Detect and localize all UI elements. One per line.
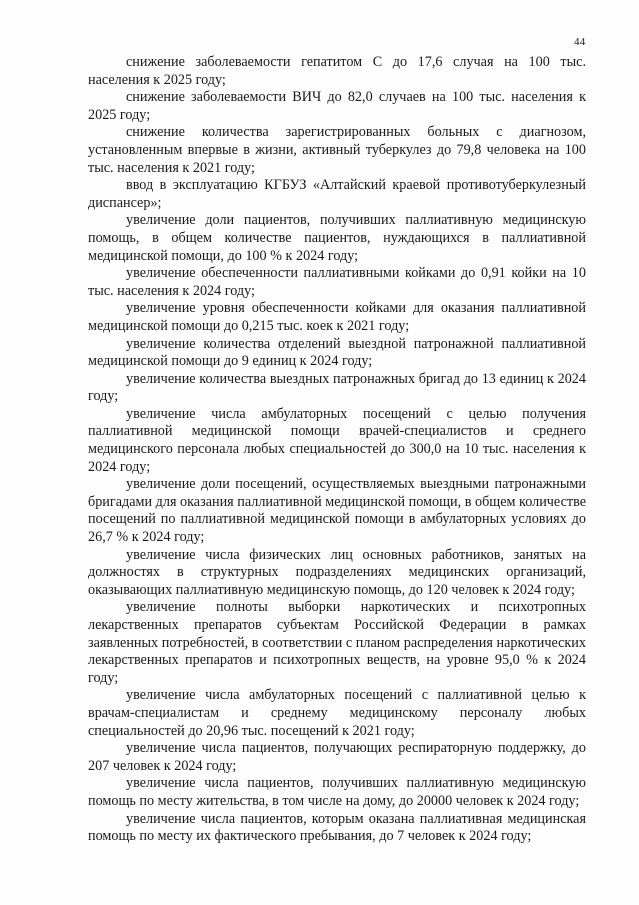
- document-body: [88, 54, 586, 846]
- paragraph-palliative-beds: увеличение обеспеченности паллиативными койками до 0,91 койки на 10 тыс. населения к 2024 году;: [88, 265, 586, 299]
- paragraph-actual-stay: увеличение числа пациентов, которым оказана паллиативная медицинская помощь по месту их фактического пребывания, до 7 человек к 2024 году;: [88, 810, 586, 845]
- paragraph-palliative-share: увеличение доли пациентов, получивших паллиативную медицинскую помощь, в общем количестве пациентов, нуждающихся в паллиативной медицинской помощи, до 100 % к 2024 году;: [88, 212, 586, 264]
- paragraph-respiratory-support: увеличение числа пациентов, получающих респираторную поддержку, до 207 человек к 2024 году;: [88, 740, 586, 774]
- paragraph-hepatitis-c: снижение заболеваемости гепатитом С до 17,6 случая на 100 тыс. населения к 2025 году;: [88, 54, 586, 88]
- paragraph-bed-provision: увеличение уровня обеспеченности койками для оказания паллиативной медицинской помощи до 0,215 тыс. коек к 2021 году;: [88, 300, 586, 334]
- paragraph-hiv: снижение заболеваемости ВИЧ до 82,0 случаев на 100 тыс. населения к 2025 году;: [88, 89, 586, 123]
- paragraph-specialist-visits: увеличение числа амбулаторных посещений с паллиативной целью к врачам-специалистам и среднему медицинскому персоналу любых специальностей до 20,96 тыс. посещений к 2021 году;: [88, 687, 586, 739]
- paragraph-home-care: увеличение числа пациентов, получивших паллиативную медицинскую помощь по месту жительства, в том числе на дому, до 20000 человек к 2024 году;: [88, 775, 586, 809]
- paragraph-patronage-teams: увеличение количества выездных патронажных бригад до 13 единиц к 2024 году;: [88, 370, 586, 405]
- paragraph-dispensary: ввод в эксплуатацию КГБУЗ «Алтайский краевой противотуберкулезный диспансер»;: [88, 177, 586, 211]
- paragraph-patronage-departments: увеличение количества отделений выездной патронажной паллиативной медицинской помощи до 9 единиц к 2024 году;: [88, 335, 586, 370]
- paragraph-narcotic-drugs: увеличение полноты выборки наркотических и психотропных лекарственных препаратов субъектам Российской Федерации в рамках заявленных потребностей, в соответствии с планом распределения наркотических лекарственных препаратов и психотропных веществ, на уровне 95,0 % к 2024 году;: [88, 599, 586, 686]
- paragraph-tuberculosis: снижение количества зарегистрированных больных с диагнозом, установленным впервые в жизни, активный туберкулез до 79,8 человека на 100 тыс. населения к 2021 году;: [88, 124, 586, 176]
- paragraph-outpatient-visits: увеличение числа амбулаторных посещений с целью получения паллиативной медицинской помощи врачей-специалистов и среднего медицинского персонала любых специальностей до 300,0 на 10 тыс. населения к 2024 году;: [88, 405, 586, 475]
- page-number: 44: [574, 36, 586, 48]
- paragraph-visits-share: увеличение доли посещений, осуществляемых выездными патронажными бригадами для оказания паллиативной медицинской помощи, в общем количестве посещений по паллиативной медицинской помощи в амбулаторных условиях до 26,7 % к 2024 году;: [88, 476, 586, 546]
- paragraph-staff: увеличение числа физических лиц основных работников, занятых на должностях в структурных подразделениях медицинских организаций, оказывающих паллиативную медицинскую помощь, до 120 человек к 2024 году;: [88, 546, 586, 598]
